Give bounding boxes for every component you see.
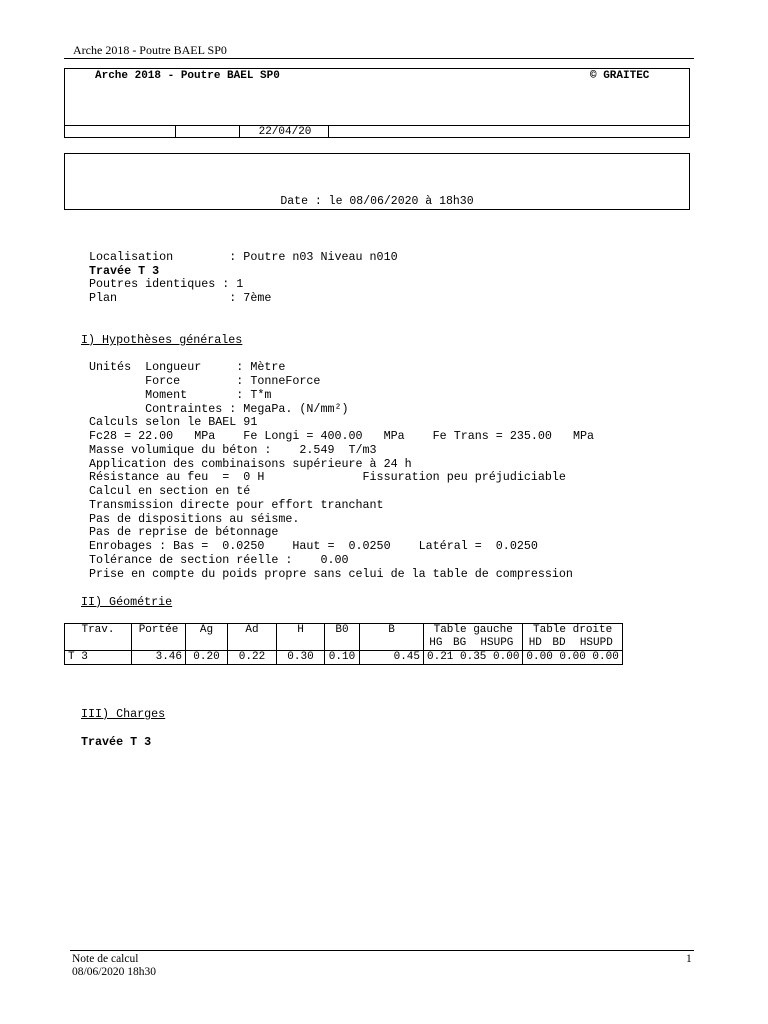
hypothesis-line: Prise en compte du poids propre sans celui de la table de compression xyxy=(89,567,573,581)
header-rule xyxy=(64,58,694,59)
title-box xyxy=(64,68,690,138)
footer-datetime: 08/06/2020 18h30 xyxy=(72,966,157,978)
header-b0: B0 xyxy=(325,624,360,638)
hypothesis-line: Unités Longueur : Mètre xyxy=(89,360,286,374)
header-ad: Ad xyxy=(228,624,277,638)
page-number: 1 xyxy=(686,953,692,965)
charges-travee: Travée T 3 xyxy=(81,735,152,749)
table-subheader-row xyxy=(65,637,623,651)
app-title: Arche 2018 - Poutre BAEL SP0 xyxy=(95,70,280,82)
cell-divider xyxy=(239,125,240,138)
header-b: B xyxy=(360,624,424,638)
header-table-gauche: Table gauche xyxy=(424,624,523,638)
section-title-charges: III) Charges xyxy=(81,707,166,721)
title-box-date: 22/04/20 xyxy=(258,126,312,138)
copyright-label: © GRAITEC xyxy=(590,70,650,82)
date-box xyxy=(64,153,690,210)
hypothesis-line: Résistance au feu = 0 H Fissuration peu préjudiciable xyxy=(89,470,566,484)
hypothesis-line: Force : TonneForce xyxy=(89,374,321,388)
hypothesis-line: Transmission directe pour effort tranchant xyxy=(89,498,384,512)
table-row xyxy=(65,651,623,665)
page-header-title: Arche 2018 - Poutre BAEL SP0 xyxy=(73,43,227,57)
info-localisation: Localisation : Poutre n03 Niveau n010 xyxy=(89,250,398,264)
calculation-date: Date : le 08/06/2020 à 18h30 xyxy=(280,195,474,208)
cell-h: 0.30 xyxy=(277,651,325,665)
subheader-hsupg: HSUPG xyxy=(471,637,523,651)
subheader-hg: HG xyxy=(424,637,448,651)
info-poutres: Poutres identiques : 1 xyxy=(89,277,244,291)
hypothesis-line: Contraintes : MegaPa. (N/mm²) xyxy=(89,402,349,416)
footer-label: Note de calcul xyxy=(72,953,139,965)
cell-b0: 0.10 xyxy=(325,651,360,665)
hypothesis-line: Tolérance de section réelle : 0.00 xyxy=(89,553,349,567)
cell-portee: 3.46 xyxy=(132,651,186,665)
hypothesis-line: Application des combinaisons supérieure à 24 h xyxy=(89,457,412,471)
cell-ad: 0.22 xyxy=(228,651,277,665)
cell-table-droite: 0.00 0.00 0.00 xyxy=(523,651,622,665)
section-title-hypotheses: I) Hypothèses générales xyxy=(81,333,243,347)
subheader-hsupd: HSUPD xyxy=(571,637,623,651)
header-trav: Trav. xyxy=(65,624,132,638)
hypothesis-line: Pas de reprise de bétonnage xyxy=(89,525,279,539)
subheader-hd: HD xyxy=(523,637,547,651)
hypothesis-line: Calcul en section en té xyxy=(89,484,251,498)
hypothesis-line: Calculs selon le BAEL 91 xyxy=(89,415,258,429)
info-travee: Travée T 3 xyxy=(89,264,160,278)
subheader-bg: BG xyxy=(448,637,472,651)
table-header-row xyxy=(65,624,623,638)
hypothesis-line: Moment : T*m xyxy=(89,388,272,402)
cell-b: 0.45 xyxy=(360,651,424,665)
info-plan: Plan : 7ème xyxy=(89,291,272,305)
cell-ag: 0.20 xyxy=(186,651,228,665)
header-h: H xyxy=(277,624,325,638)
hypothesis-line: Enrobages : Bas = 0.0250 Haut = 0.0250 Latéral = 0.0250 xyxy=(89,539,538,553)
header-portee: Portée xyxy=(132,624,186,638)
hypothesis-line: Masse volumique du béton : 2.549 T/m3 xyxy=(89,443,377,457)
hypothesis-line: Pas de dispositions au séisme. xyxy=(89,512,300,526)
hypothesis-line: Fc28 = 22.00 MPa Fe Longi = 400.00 MPa Fe Trans = 235.00 MPa xyxy=(89,429,594,443)
subheader-bd: BD xyxy=(547,637,571,651)
section-title-geometrie: II) Géométrie xyxy=(81,595,173,609)
cell-trav: T 3 xyxy=(65,651,132,665)
header-ag: Ag xyxy=(186,624,228,638)
geometry-table xyxy=(64,623,623,665)
header-table-droite: Table droite xyxy=(523,624,622,638)
footer-rule xyxy=(70,950,694,951)
cell-table-gauche: 0.21 0.35 0.00 xyxy=(424,651,523,665)
title-box-divider xyxy=(65,125,689,126)
cell-divider xyxy=(175,125,176,138)
